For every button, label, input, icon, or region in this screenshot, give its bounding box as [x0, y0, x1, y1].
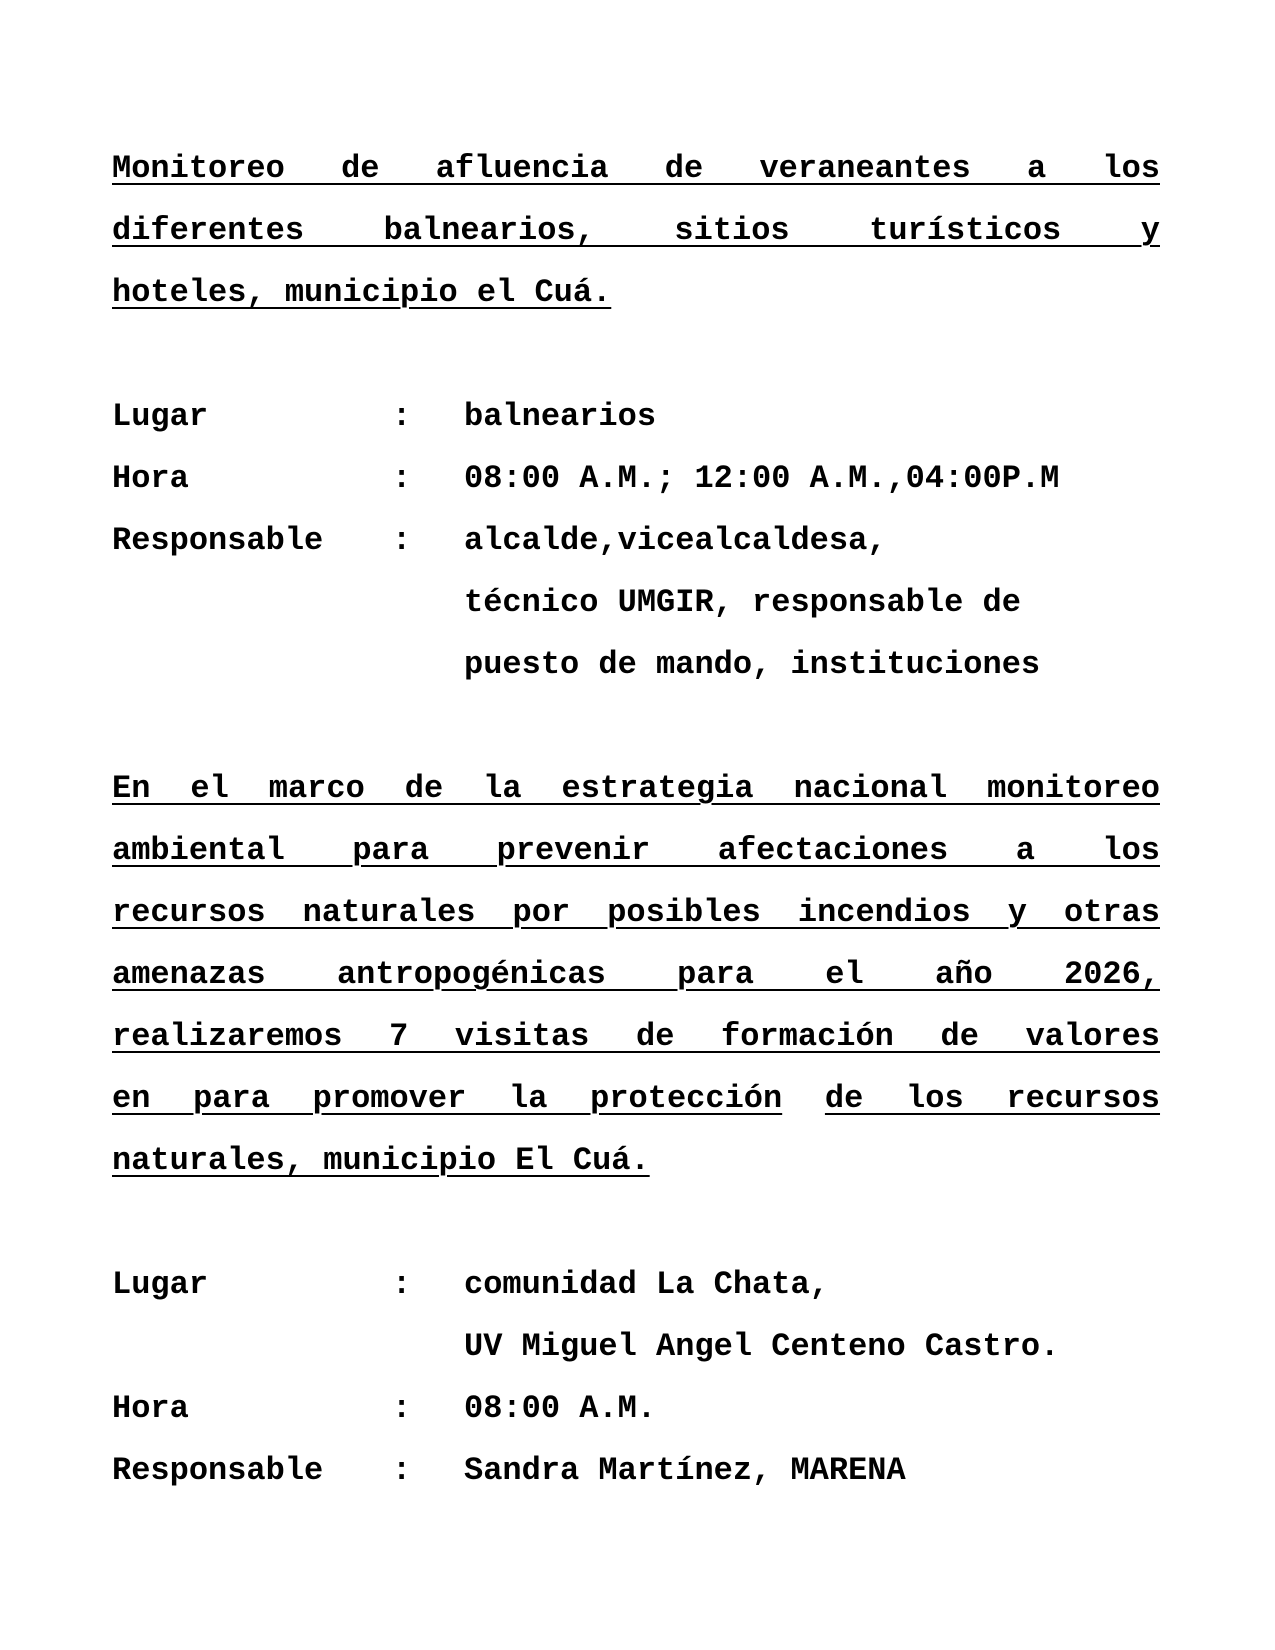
lugar-value: balnearios — [464, 398, 657, 435]
section2-heading-line — [112, 1130, 1160, 1192]
responsable-value: puesto de mando, instituciones — [464, 646, 1041, 683]
colon: : — [392, 1266, 412, 1303]
hora-label: Hora — [112, 1390, 189, 1427]
lugar-value: UV Miguel Angel Centeno Castro. — [464, 1328, 1060, 1365]
section2-heading — [112, 758, 1160, 1192]
responsable-label: Responsable — [112, 522, 324, 559]
hora-row — [112, 448, 1160, 510]
lugar-label: Lugar — [112, 398, 209, 435]
lugar-row — [112, 1254, 1160, 1316]
responsable-value: Sandra Martínez, MARENA — [464, 1452, 906, 1489]
section1-heading-line: Monitoreo de afluencia de veraneantes a los — [112, 150, 1160, 187]
section2-heading-text: en para promover la protección — [112, 1080, 783, 1117]
responsable-row-continued — [112, 572, 1160, 634]
colon: : — [392, 398, 412, 435]
lugar-row-continued — [112, 1316, 1160, 1378]
lugar-value: comunidad La Chata, — [464, 1266, 829, 1303]
section1-heading-text: hoteles, municipio el Cuá. — [112, 274, 612, 311]
section2-heading-text: naturales, municipio El Cuá. — [112, 1142, 650, 1179]
hora-value: 08:00 A.M.; 12:00 A.M.,04:00P.M — [464, 460, 1060, 497]
lugar-label: Lugar — [112, 1266, 209, 1303]
document-page — [112, 138, 1160, 1564]
section2-heading-line: recursos naturales por posibles incendios y otras — [112, 894, 1160, 931]
responsable-value: técnico UMGIR, responsable de — [464, 584, 1021, 621]
section1-details — [112, 386, 1160, 696]
hora-row — [112, 1378, 1160, 1440]
section1-heading-line: diferentes balnearios, sitios turísticos y — [112, 212, 1160, 249]
section2-heading-line: ambiental para prevenir afectaciones a los — [112, 832, 1160, 869]
responsable-row — [112, 1440, 1160, 1502]
colon: : — [392, 1390, 412, 1427]
responsable-row-continued — [112, 634, 1160, 696]
section1-heading — [112, 138, 1160, 324]
responsable-label: Responsable — [112, 1452, 324, 1489]
section1-heading-line — [112, 262, 1160, 324]
section2-heading-line: realizaremos 7 visitas de formación de valores — [112, 1018, 1160, 1055]
hora-value: 08:00 A.M. — [464, 1390, 657, 1427]
section2-heading-line: En el marco de la estrategia nacional monitoreo — [112, 770, 1160, 807]
colon: : — [392, 522, 412, 559]
section2-details — [112, 1254, 1160, 1502]
section2-heading-line — [112, 1068, 1160, 1130]
colon: : — [392, 1452, 412, 1489]
section2-heading-line: amenazas antropogénicas para el año 2026, — [112, 956, 1160, 993]
hora-label: Hora — [112, 460, 189, 497]
colon: : — [392, 460, 412, 497]
lugar-row — [112, 386, 1160, 448]
responsable-row — [112, 510, 1160, 572]
responsable-value: alcalde,vicealcaldesa, — [464, 522, 887, 559]
section2-heading-text: de los recursos — [824, 1080, 1161, 1117]
